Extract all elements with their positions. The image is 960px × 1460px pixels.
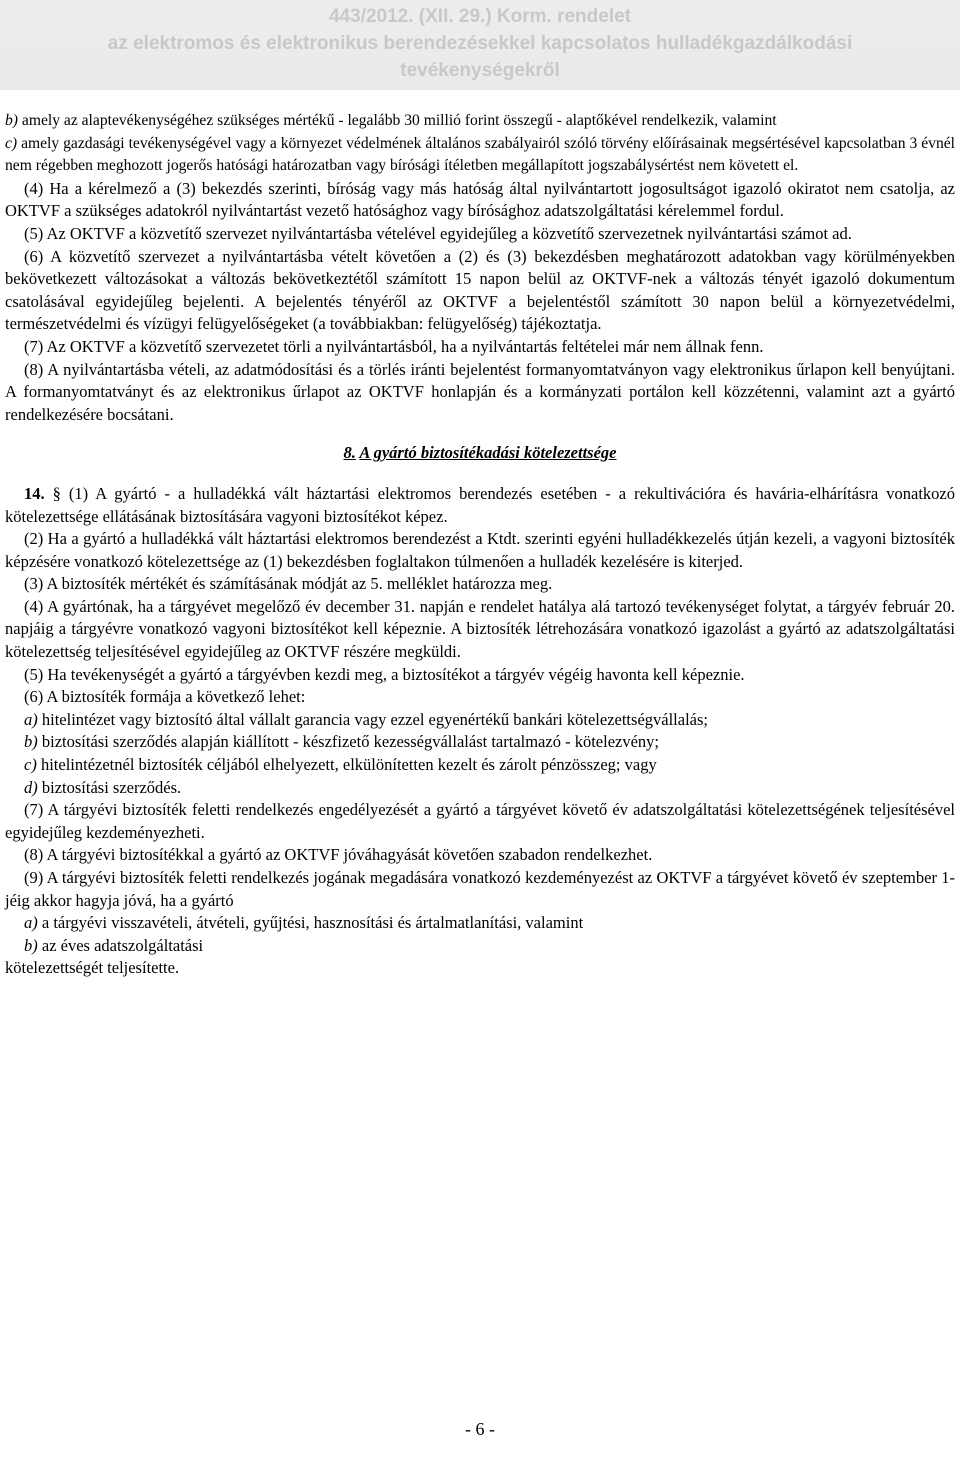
header-line-3: tevékenységekről xyxy=(400,60,560,81)
page-body xyxy=(5,110,955,980)
s14-paragraph-3: (3) A biztosíték mértékét és számításának módját az 5. melléklet határozza meg. xyxy=(24,574,553,594)
section-title: A gyártó biztosítékadási kötelezettsége xyxy=(359,443,617,463)
s14-item-c: c) hitelintézetnél biztosíték céljából elhelyezett, elkülönítetten kezelt és zárolt pénzösszeg; vagy xyxy=(24,755,657,775)
s14-paragraph-1: 14. § (1) A gyártó - a hulladékká vált háztartási elektromos berendezés esetében - a rekultivációra és havária-elhárításra vonatkozó kötelezettsége ellátásának biztosítására vagyoni biztosítékot képez. xyxy=(5,483,955,526)
section-heading xyxy=(5,442,955,465)
s14-paragraph-2: (2) Ha a gyártó a hulladékká vált háztartási elektromos berendezést a Ktdt. szerinti egyéni hulladékkezelés útján kezeli, a vagyoni biztosíték képzésére vonatkozó kötelezettsége az (1) bekezdésben foglaltakon túlmenően a hulladék kezelésére is kiterjed. xyxy=(5,529,955,571)
s14-paragraph-9: (9) A tárgyévi biztosíték feletti rendelkezés jogának megadására vonatkozó kezdeményezést az OKTVF a tárgyévet követő év szeptember 1-jéig akkor hagyja jóvá, ha a gyártó xyxy=(5,868,955,910)
s14-item-a: a) hitelintézet vagy biztosító által vállalt garancia vagy ezzel egyenértékű bankári kötelezettségvállalás; xyxy=(24,709,708,729)
paragraph-5: (5) Az OKTVF a közvetítő szervezet nyilvántartásba vételével egyidejűleg a közvetítő szervezetnek nyilvántartási számot ad. xyxy=(24,223,852,243)
s14-paragraph-5: (5) Ha tevékenységét a gyártó a tárgyévben kezdi meg, a biztosítékot a tárgyév végéig havonta kell képeznie. xyxy=(24,664,745,684)
section-sign: § xyxy=(44,483,69,503)
s14-item-d: d) biztosítási szerződés. xyxy=(24,777,182,797)
header-line-2: az elektromos és elektronikus berendezésekkel kapcsolatos hulladékgazdálkodási xyxy=(107,33,853,54)
header-line-1: 443/2012. (XII. 29.) Korm. rendelet xyxy=(328,6,632,27)
paragraph-4: (4) Ha a kérelmező a (3) bekezdés szerinti, bíróság vagy más hatóság által nyilvántartott jogosultságot igazoló okiratot nem csatolja, az OKTVF a szükséges adatokról nyilvántartást vezető hatósághoz vagy bírósághoz adatszolgáltatási kérelemmel fordul. xyxy=(5,178,955,221)
item-b-top: b) amely az alaptevékenységéhez szükséges mértékű - legalább 30 millió forint összegű - alaptőkével rendelkezik, valamint xyxy=(5,112,777,129)
running-header xyxy=(0,0,960,90)
s14-closing: kötelezettségét teljesítette. xyxy=(5,958,180,978)
page-number: - 6 - xyxy=(465,1419,495,1439)
s14-paragraph-8: (8) A tárgyévi biztosítékkal a gyártó az OKTVF jóváhagyását követően szabadon rendelkezhet. xyxy=(24,845,653,865)
s14-item-a2: a) a tárgyévi visszavételi, átvételi, gyűjtési, hasznosítási és ártalmatlanítási, valamint xyxy=(24,913,584,933)
s14-paragraph-6: (6) A biztosíték formája a következő lehet: xyxy=(24,687,306,707)
s14-item-b: b) biztosítási szerződés alapján kiállított - készfizető kezességvállalást tartalmazó - kötelezvény; xyxy=(24,732,659,752)
paragraph-7: (7) Az OKTVF a közvetítő szervezetet törli a nyilvántartásból, ha a nyilvántartás feltételei már nem állnak fenn. xyxy=(24,336,764,356)
s14-paragraph-7: (7) A tárgyévi biztosíték feletti rendelkezés engedélyezését a gyártó a tárgyévet követő év adatszolgáltatási kötelezettségének teljesítésével egyidejűleg kezdeményezheti. xyxy=(5,800,955,842)
s14-paragraph-4: (4) A gyártónak, ha a tárgyévet megelőző év december 31. napján e rendelet hatálya alá tartozó tevékenységet folytat, a tárgyév február 20. napjáig a tárgyévre vonatkozó vagyoni biztosítékot kell képeznie. A biztosíték létrehozására vonatkozó igazolást a gyártó az adatszolgáltatási kötelezettség teljesítésével egyidejűleg az OKTVF részére megküldi. xyxy=(5,596,955,662)
item-c-top: c) amely gazdasági tevékenységével vagy a környezet védelmének általános szabályairól szóló törvény előírásainak megsértésével kapcsolatban 3 évnél nem régebben meghozott jogerős hatósági határozatban vagy bírósági ítéletben megállapított jogszabálysértést nem követett el. xyxy=(5,134,955,175)
s14-number: 14. xyxy=(24,483,45,503)
paragraph-6: (6) A közvetítő szervezet a nyilvántartásba vételt követően a (2) és (3) bekezdésben meghatározott adatokban vagy körülményekben bekövetkezett változásokat a változás bekövetkeztétől számított 15 napon belül az OKTVF-nek a változás tényét igazoló dokumentum csatolásával egyidejűleg bejelenti. A bejelentés tényéről az OKTVF a bejelentéstől számított 30 napon belül a környezetvédelmi, természetvédelmi és vízügyi felügyelőségeket (a továbbiakban: felügyelőség) tájékoztatja. xyxy=(5,246,955,334)
paragraph-8: (8) A nyilvántartásba vételi, az adatmódosítási és a törlés iránti bejelentést formanyomtatványon vagy elektronikus űrlapon kell benyújtani. A formanyomtatványt és az elektronikus űrlapot az OKTVF honlapján és a kormányzati portálon kell közzétenni, valamint azt a gyártó rendelkezésére bocsátani. xyxy=(5,359,955,424)
s14-item-b2: b) az éves adatszolgáltatási xyxy=(24,935,204,955)
section-number: 8. xyxy=(343,443,356,463)
